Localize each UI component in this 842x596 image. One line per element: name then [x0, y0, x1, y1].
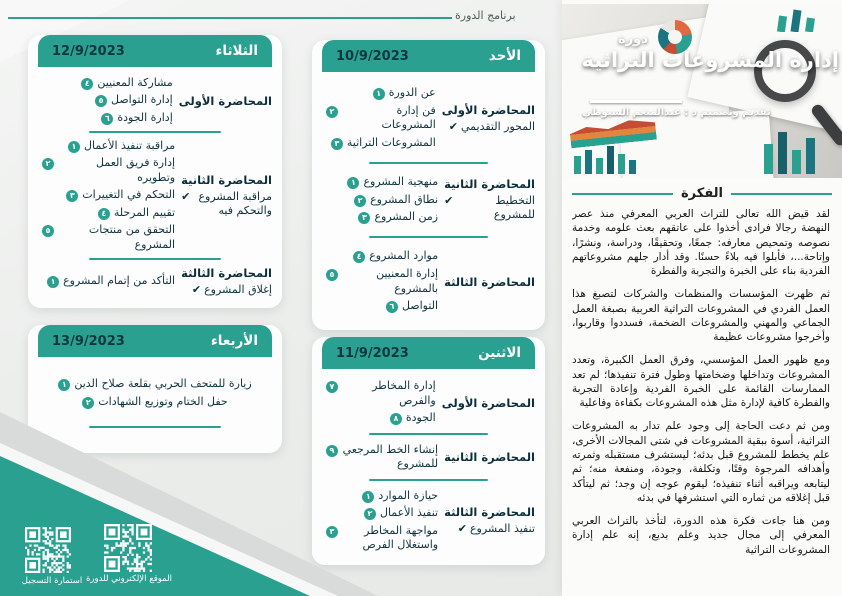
day-card-monday	[312, 337, 545, 565]
agenda-item	[347, 175, 438, 190]
item-text: تقييم المرحلة	[113, 205, 176, 219]
lecture-subtitle	[181, 190, 272, 219]
item-text: موارد المشروع	[369, 249, 439, 263]
agenda-item	[66, 188, 175, 203]
item-number-badge: ٤	[98, 208, 110, 220]
agenda-item	[42, 156, 175, 185]
lecture-title: المحاضرة الأولى	[441, 395, 535, 410]
idea-rule-right	[572, 193, 673, 195]
checkmark-icon: ✔	[448, 119, 458, 133]
day-name: الاثنين	[478, 345, 521, 361]
lecture-row	[322, 443, 535, 472]
idea-paragraph: لقد قيض الله تعالى للتراث العربي المعرفي منذ عصر النهضة رجالا فرادى أخذوا على عاتقهم بعث علومه وخدمة نصوصه وتمحيص معارفه: جمعًا، وتحقيقًا، ودراسة، ونشرًا، وإتاحة...، فأبلوا فيه بلاءً حسنًا. وقد أدار جلهم مشروعاتهم الفردية بناء على الخبرة والتجربة والفطرة	[572, 208, 830, 278]
agenda-item	[82, 395, 227, 410]
lecture-title: المحاضرة الثالثة	[444, 274, 535, 289]
lecture-divider	[369, 479, 488, 481]
lecture-items	[38, 76, 177, 126]
agenda-item	[58, 377, 251, 392]
course-title: إدارة المشروعات التراثية	[581, 48, 839, 72]
lecture-row	[322, 379, 535, 426]
lecture-divider	[369, 162, 488, 164]
agenda-item	[326, 443, 438, 472]
lecture-label	[179, 266, 272, 297]
item-text: تنفيذ الأعمال	[379, 506, 439, 520]
bar-chart-small-icon	[760, 122, 830, 174]
lecture-subtitle	[181, 283, 272, 297]
idea-paragraph: ومع ظهور العمل المؤسسي، وفرق العمل الكبيرة، وتعدد المشروعات وتداخلها وضخامتها وطول فترة تنفيذها؛ لم تعد الممارسات القائمة على الخبرة الفردية وإعادة التجربة والفطرة كافية لإدارة مثل هذه المشروعات بكفاءة وفاعلية	[572, 354, 830, 410]
lecture-items	[322, 443, 442, 472]
lecture-title: المحاضرة الأولى	[178, 93, 272, 108]
day-name: الأربعاء	[210, 333, 258, 349]
item-number-badge: ٦	[386, 301, 398, 313]
item-number-badge: ٥	[326, 269, 338, 281]
agenda-item	[353, 249, 438, 264]
item-text: إدارة المخاطر والفرص	[372, 379, 436, 407]
lecture-divider	[369, 433, 488, 435]
item-number-badge: ٣	[66, 190, 78, 202]
item-text: حفل الختام وتوزيع الشهادات	[98, 394, 228, 408]
agenda-item	[362, 489, 438, 504]
lecture-label	[442, 177, 535, 223]
agenda-item	[373, 86, 436, 101]
day-card-body	[28, 357, 282, 453]
presenter-credit: تقديم وتصميم د : عبدالمنعم السيوطي	[582, 107, 771, 118]
item-number-badge: ٢	[354, 195, 366, 207]
day-card-header	[38, 325, 272, 357]
item-number-badge: ١	[362, 491, 374, 503]
day-card-header	[322, 337, 535, 369]
idea-paragraph: ومن ثم دعت الحاجة إلى وجود علم تدار به المشروعات التراثية، أسوة ببقية المشروعات في شتى المجالات الأخرى، علم يخطط للمشروع قبل بدئه؛ ليستشرف مستقبله وثمرته وأهدافه المرجوة وقتًا، وتكلفة، وجودة، ومنفعة منه؛ ثم ليتابعه ويراقبه أثناء تنفيذه؛ ليقوم عوجه إن وجد؛ ثم ليتأكد قبل إغلاقه من ثماره التي استشرفها في بدئه	[572, 420, 830, 504]
checkmark-icon: ✔	[457, 521, 467, 535]
lecture-subtitle-text: إغلاق المشروع	[204, 282, 272, 296]
item-number-badge: ٥	[42, 225, 54, 237]
lecture-items	[38, 377, 272, 409]
lecture-title: المحاضرة الثانية	[181, 172, 272, 187]
checkmark-icon: ✔	[181, 189, 191, 203]
agenda-item	[95, 93, 173, 108]
lecture-title: المحاضرة الثالثة	[444, 504, 535, 519]
item-text: التحكم في التغييرات	[82, 188, 176, 202]
lecture-title: المحاضرة الثانية	[444, 450, 535, 465]
lecture-items	[38, 139, 179, 253]
lecture-subtitle	[444, 194, 535, 223]
item-number-badge: ٢	[82, 397, 94, 409]
day-card-header	[38, 35, 272, 67]
lecture-items	[322, 175, 442, 225]
item-text: إنشاء الخط المرجعي للمشروع	[342, 442, 439, 471]
lecture-divider	[369, 236, 488, 238]
agenda-item	[358, 210, 438, 225]
item-text: إدارة المعنيين بالمشروع	[376, 267, 439, 295]
item-text: الجودة	[405, 411, 436, 425]
item-number-badge: ٢	[326, 106, 338, 118]
title-underline	[590, 100, 682, 103]
program-tab-label: برنامج الدورة	[455, 9, 516, 22]
lecture-subtitle-text: تنفيذ المشروع	[469, 521, 535, 535]
item-number-badge: ٤	[353, 251, 365, 263]
lecture-row	[322, 489, 535, 553]
agenda-item	[98, 206, 175, 221]
lecture-title: المحاضرة الثانية	[444, 177, 535, 192]
item-text: نطاق المشروع	[370, 192, 439, 206]
agenda-item	[81, 76, 172, 91]
day-card-sunday	[312, 40, 545, 330]
day-name: الأحد	[488, 48, 521, 64]
item-text: التواصل	[401, 299, 439, 313]
lecture-subtitle-text: المحور التقديمي	[460, 119, 535, 133]
day-date: 10/9/2023	[336, 48, 409, 64]
lecture-label	[440, 396, 535, 410]
lecture-items	[322, 86, 440, 150]
item-number-badge: ٧	[326, 381, 338, 393]
day-date: 12/9/2023	[52, 43, 125, 59]
agenda-item	[364, 506, 438, 521]
hero-photo	[562, 4, 842, 178]
item-text: مشاركة المعنيين	[97, 75, 173, 89]
lecture-label	[177, 94, 272, 108]
item-text: مراقبة تنفيذ الأعمال	[83, 138, 176, 152]
agenda-item	[42, 223, 175, 252]
item-text: مواجهة المخاطر واستغلال الفرص	[362, 523, 439, 552]
agenda-item	[47, 274, 175, 289]
bar-chart-icon	[572, 144, 662, 174]
qr-website-label: الموقع الإلكتروني للدورة	[85, 574, 173, 584]
item-text: المشروعات التراثية	[346, 135, 436, 149]
day-card-body	[312, 72, 545, 330]
idea-rule-left	[731, 193, 832, 195]
lecture-items	[322, 249, 442, 313]
lecture-label	[442, 275, 535, 289]
agenda-item	[326, 524, 438, 553]
day-card-wednesday	[28, 325, 282, 453]
item-text: حيازة الموارد	[378, 488, 439, 502]
agenda-item	[386, 299, 438, 314]
lecture-divider	[89, 426, 220, 428]
idea-paragraph: ومن هنا جاءت فكرة هذه الدورة، لتأخذ بالتراث العربي المعرفي إلى مجال جديد وعلم بديع، إنه علم إدارة المشروعات التراثية	[572, 515, 830, 556]
lecture-row	[38, 76, 272, 126]
day-card-body	[312, 369, 545, 565]
item-number-badge: ١	[58, 379, 70, 391]
agenda-item	[331, 136, 436, 151]
lecture-subtitle-text: التخطيط للمشروع	[493, 194, 535, 222]
qr-registration-label: استمارة التسجيل	[21, 576, 83, 586]
lecture-title: المحاضرة الأولى	[441, 102, 535, 117]
lecture-label	[179, 173, 272, 219]
lecture-items	[38, 274, 179, 289]
lecture-items	[322, 489, 442, 553]
agenda-item	[390, 411, 436, 426]
idea-heading: الفكرة	[681, 186, 724, 201]
item-number-badge: ٩	[326, 445, 338, 457]
item-number-badge: ٢	[42, 158, 54, 170]
course-kicker: دورة	[618, 32, 648, 47]
qr-code-website	[104, 524, 152, 572]
hero-panel	[562, 0, 842, 596]
lecture-divider	[89, 131, 220, 133]
item-number-badge: ١	[373, 88, 385, 100]
agenda-item	[326, 267, 438, 296]
lecture-row	[322, 249, 535, 313]
lecture-row	[38, 139, 272, 253]
agenda-item	[68, 139, 175, 154]
item-number-badge: ٥	[95, 95, 107, 107]
item-text: فن إدارة المشروعات	[381, 103, 436, 132]
idea-paragraph: ثم ظهرت المؤسسات والمنظمات والشركات لتصبغ هذا العمل الفردي في المشروعات التراثية العربية بصبغة العمل الجماعي والمهني والمشروعات الضخمة، فسددوا وقاربوا، وأخرجوا مشروعات عظيمة	[572, 288, 830, 344]
program-tab-rule	[8, 17, 452, 19]
lecture-subtitle-text: مراقبة المشروع والتحكم فيه	[198, 189, 272, 218]
day-card-header	[322, 40, 535, 72]
item-text: عن الدورة	[388, 86, 436, 100]
day-date: 11/9/2023	[336, 345, 409, 361]
item-number-badge: ١	[347, 177, 359, 189]
item-text: التحقق من منتجات المشروع	[88, 223, 176, 251]
lecture-row	[38, 266, 272, 297]
item-text: إدارة التواصل	[111, 93, 173, 107]
lecture-row	[38, 377, 272, 409]
checkmark-icon: ✔	[191, 282, 202, 296]
lecture-label	[440, 103, 535, 134]
idea-paragraphs	[572, 207, 830, 592]
agenda-item	[326, 379, 436, 408]
lecture-label	[442, 450, 535, 464]
item-number-badge: ٤	[81, 78, 93, 90]
item-number-badge: ١	[68, 141, 80, 153]
lecture-items	[322, 379, 440, 426]
item-text: التأكد من إتمام المشروع	[63, 274, 176, 288]
item-number-badge: ٨	[390, 413, 402, 425]
lecture-row	[322, 175, 535, 225]
lecture-subtitle	[442, 120, 535, 134]
qr-code-registration	[25, 527, 71, 573]
day-name: الثلاثاء	[215, 43, 258, 59]
item-number-badge: ١	[47, 276, 59, 288]
item-text: إدارة الجودة	[117, 110, 173, 124]
item-text: زمن المشروع	[374, 210, 439, 224]
checkmark-icon: ✔	[444, 194, 454, 208]
idea-section-header	[572, 186, 832, 201]
item-number-badge: ٣	[358, 212, 370, 224]
day-date: 13/9/2023	[52, 333, 125, 349]
item-number-badge: ٢	[364, 508, 376, 520]
day-card-body	[28, 67, 282, 308]
item-number-badge: ٦	[101, 113, 113, 125]
item-number-badge: ٣	[331, 138, 343, 150]
lecture-divider	[89, 258, 220, 260]
agenda-item	[326, 104, 436, 133]
bar-chart-top-icon	[776, 6, 836, 32]
agenda-item	[101, 111, 172, 126]
item-number-badge: ٣	[326, 526, 338, 538]
agenda-item	[354, 193, 438, 208]
day-card-tuesday	[28, 35, 282, 308]
lecture-row	[322, 86, 535, 150]
lecture-label	[442, 505, 535, 536]
lecture-title: المحاضرة الثالثة	[181, 265, 272, 280]
item-text: إدارة فريق العمل وتطويره	[96, 156, 176, 184]
lecture-subtitle	[444, 522, 535, 536]
item-text: زيارة للمتحف الحربي بقلعة صلاح الدين	[74, 376, 252, 390]
item-text: منهجية المشروع	[363, 175, 439, 189]
